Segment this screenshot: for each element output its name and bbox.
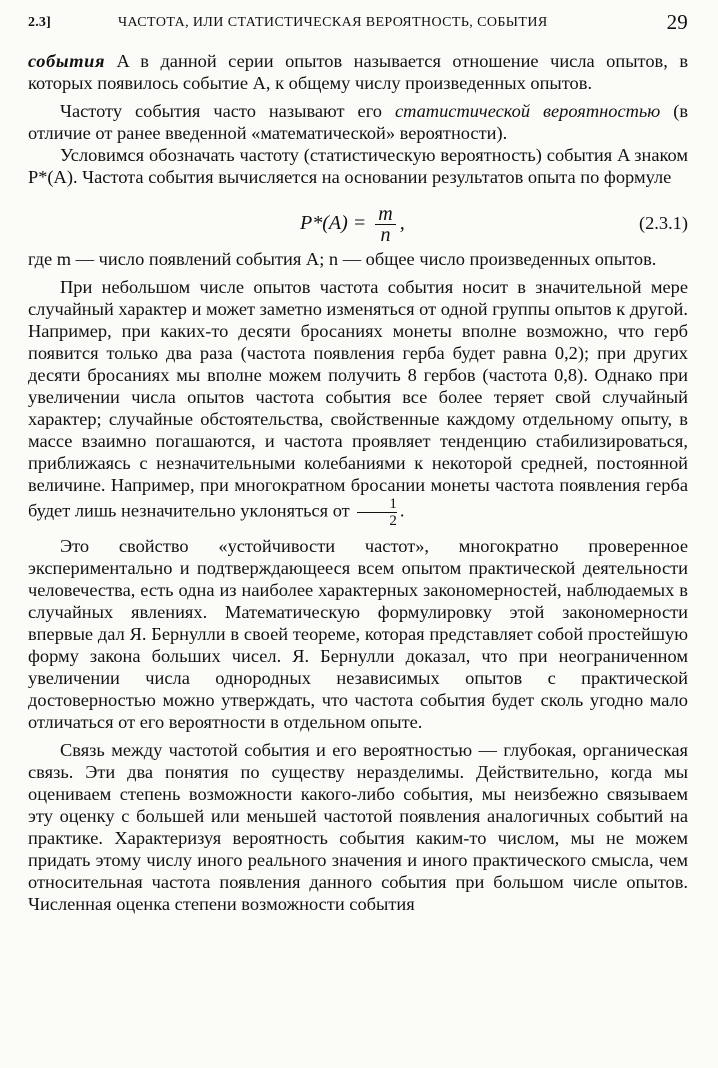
term-event: события [28,51,106,71]
formula-fraction [375,204,395,245]
paragraph-text: Частоту события часто называют его [60,101,395,121]
running-header [28,10,688,36]
paragraph-definition [28,50,688,94]
formula-numerator: m [375,204,395,225]
formula-denominator: n [380,224,391,246]
fraction-one-half [357,496,397,529]
formula-lhs: P*(A) = [300,212,372,235]
running-title: ЧАСТОТА, ИЛИ СТАТИСТИЧЕСКАЯ ВЕРОЯТНОСТЬ, СОБЫТИЯ [118,15,548,30]
fraction-numerator: 1 [357,496,397,513]
paragraph-text: При небольшом числе опытов частота события носит в значительной мере случайный характер и может заметно изменяться от одной группы опытов к другой. Например, при каких-то десяти бросаниях монеты вполне возможно, что герб появится только два раза (частота появления герба будет равна 0,2); при других десяти бросаниях мы вполне можем получить 8 гербов (частота 0,8). Однако при увеличении числа опытов частота события все более теряет свой случайный характер; случайные обстоятельства, свойственные каждому отдельному опыту, в массе взаимно погашаются, и частота проявляет тенденцию стабилизироваться, приближаясь с незначительными колебаниями к некоторой средней, постоянной величине. Например, при многократном бросании монеты частота появления герба будет лишь незначительно уклоняться от [28,277,688,521]
formula-2-3-1 [28,190,688,246]
paragraph-where: где m — число появлений события A; n — общее число произведенных опытов. [28,249,657,269]
paragraph-small-number-of-trials [28,276,688,529]
paragraph-definition-text: A в данной серии опытов называется отношение числа опытов, в которых появилось событие A, к общему числу произведенных опытов. [28,51,688,93]
page-number: 29 [666,10,688,34]
page-body [28,50,688,915]
fraction-denominator: 2 [389,513,397,529]
formula-tail: , [399,212,405,235]
paragraph-statistical-probability [28,100,688,144]
equation-number: (2.3.1) [638,213,688,233]
term-statistical-probability: статистической вероятностью [394,101,661,121]
paragraph-text: (в отличие от ранее введенной «математической» вероятности). [28,101,689,143]
paragraph-end: . [399,500,405,521]
formula-expression [300,204,405,245]
paragraph-frequency-probability-link: Связь между частотой события и его вероятностью — глубокая, органическая связь. Эти два понятия по существу неразделимы. Действительно, когда мы оцениваем степень возможности какого-либо события, мы неизбежно связываем эту оценку с большей или меньшей частотой появления аналогичных событий на практике. Характеризуя вероятность события каким-то числом, мы не можем придать этому числу иного реального значения и иного практического смысла, чем относительная частота появления данного события при большом числе опытов. Численная оценка степени возможности события [28,740,688,914]
paragraph-stability-of-frequencies: Это свойство «устойчивости частот», многократно проверенное экспериментально и подтверждающееся всем опытом практической деятельности человечества, есть одна из наиболее характерных закономерностей, наблюдаемых в случайных явлениях. Математическую формулировку этой закономерности впервые дал Я. Бернулли в своей теореме, которая представляет собой простейшую форму закона больших чисел. Я. Бернулли доказал, что при неограниченном увеличении числа однородных независимых опытов с практической достоверностью можно утверждать, что частота события будет сколь угодно мало отличаться от его вероятности в отдельном опыте. [28,536,688,732]
paragraph-notation: Условимся обозначать частоту (статистическую вероятность) события A знаком P*(A). Частота события вычисляется на основании результатов опыта по формуле [28,145,688,187]
section-number: 2.3] [28,15,51,30]
